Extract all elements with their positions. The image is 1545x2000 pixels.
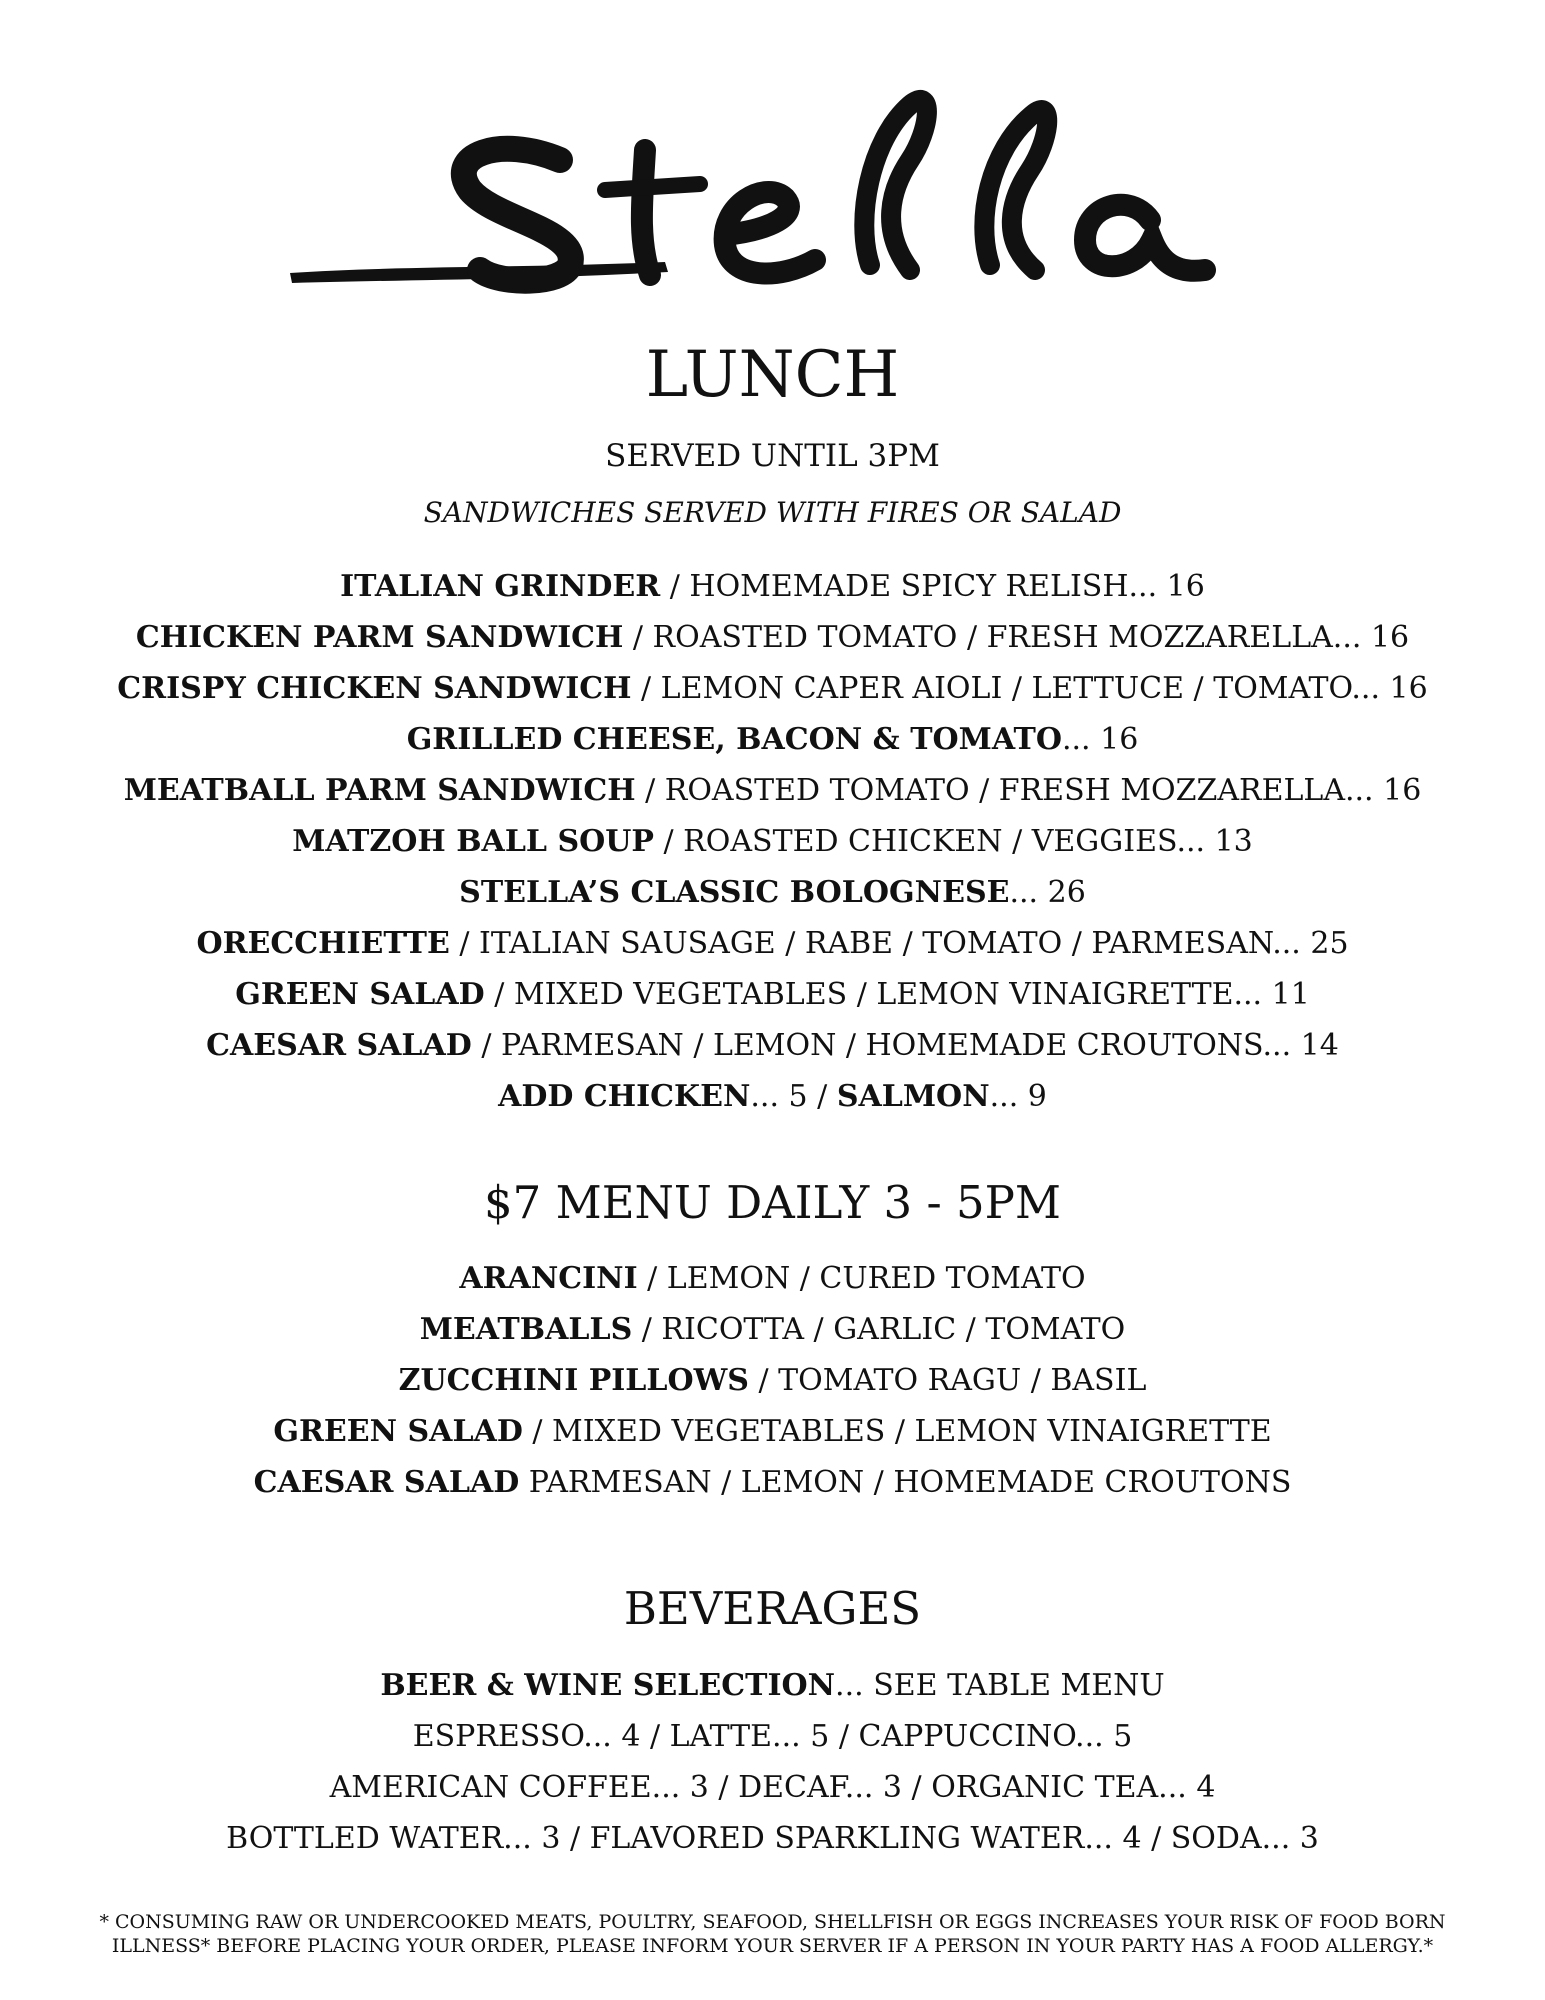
- disclaimer-line: * CONSUMING RAW OR UNDERCOOKED MEATS, POULTRY, SEAFOOD, SHELLFISH OR EGGS INCREASES YOUR RISK OF FOOD BORN: [99, 1911, 1446, 1933]
- served-until: SERVED UNTIL 3PM: [605, 438, 940, 474]
- menu-item: [0, 765, 1545, 816]
- lunch-title: LUNCH: [645, 338, 900, 412]
- add-chicken-price: ... 5 /: [750, 1079, 837, 1114]
- item-name: GRILLED CHEESE, BACON & TOMATO: [406, 722, 1062, 757]
- item-desc: / MIXED VEGETABLES / LEMON VINAIGRETTE: [522, 1414, 1272, 1449]
- sandwich-note: SANDWICHES SERVED WITH FIRES OR SALAD: [423, 496, 1122, 529]
- item-name: BEER & WINE SELECTION: [380, 1668, 836, 1703]
- item-name: CAESAR SALAD: [206, 1028, 472, 1063]
- item-name: MEATBALL PARM SANDWICH: [123, 773, 636, 808]
- beverage-line: AMERICAN COFFEE... 3 / DECAF... 3 / ORGANIC TEA... 4: [329, 1770, 1216, 1805]
- menu-item: [0, 1406, 1545, 1457]
- beverage-line: BOTTLED WATER... 3 / FLAVORED SPARKLING WATER... 4 / SODA... 3: [226, 1821, 1319, 1856]
- item-desc: ... SEE TABLE MENU: [835, 1668, 1165, 1703]
- item-desc: / ROASTED TOMATO / FRESH MOZZARELLA... 16: [623, 620, 1410, 655]
- beverages-list: [0, 1660, 1545, 1864]
- item-name: ITALIAN GRINDER: [340, 569, 661, 604]
- stella-logo: [270, 80, 1270, 300]
- menu-item: [0, 918, 1545, 969]
- menu-item: [0, 816, 1545, 867]
- menu-item: [0, 1253, 1545, 1304]
- beverage-item: [0, 1660, 1545, 1711]
- menu-item: [0, 714, 1545, 765]
- item-desc: / MIXED VEGETABLES / LEMON VINAIGRETTE... 11: [484, 977, 1310, 1012]
- item-name: GREEN SALAD: [273, 1414, 523, 1449]
- item-desc: / HOMEMADE SPICY RELISH... 16: [660, 569, 1205, 604]
- item-desc: ... 16: [1061, 722, 1139, 757]
- item-name: ORECCHIETTE: [196, 926, 450, 961]
- item-desc: PARMESAN / LEMON / HOMEMADE CROUTONS: [519, 1465, 1292, 1500]
- item-desc: / TOMATO RAGU / BASIL: [748, 1363, 1147, 1398]
- item-desc: / ROASTED CHICKEN / VEGGIES... 13: [653, 824, 1253, 859]
- menu-item: [0, 561, 1545, 612]
- item-desc: / LEMON / CURED TOMATO: [637, 1261, 1086, 1296]
- menu-item: [0, 1457, 1545, 1508]
- menu-item: [0, 1304, 1545, 1355]
- disclaimer-line: ILLNESS* BEFORE PLACING YOUR ORDER, PLEASE INFORM YOUR SERVER IF A PERSON IN YOUR PARTY HAS A FOOD ALLERGY.*: [111, 1935, 1434, 1957]
- item-desc: / PARMESAN / LEMON / HOMEMADE CROUTONS... 14: [471, 1028, 1339, 1063]
- item-name: ZUCCHINI PILLOWS: [398, 1363, 749, 1398]
- item-name: MATZOH BALL SOUP: [292, 824, 654, 859]
- item-name: ARANCINI: [459, 1261, 638, 1296]
- item-name: MEATBALLS: [419, 1312, 633, 1347]
- menu-item: [0, 969, 1545, 1020]
- menu-item: [0, 1020, 1545, 1071]
- item-name: CHICKEN PARM SANDWICH: [135, 620, 624, 655]
- item-desc: / RICOTTA / GARLIC / TOMATO: [632, 1312, 1126, 1347]
- add-on-item: [0, 1071, 1545, 1122]
- add-salmon-price: ... 9: [989, 1079, 1047, 1114]
- beverage-line: ESPRESSO... 4 / LATTE... 5 / CAPPUCCINO... 5: [412, 1719, 1133, 1754]
- seven-menu-list: [0, 1253, 1545, 1508]
- menu-item: [0, 1355, 1545, 1406]
- item-name: CAESAR SALAD: [253, 1465, 520, 1500]
- add-chicken: ADD CHICKEN: [498, 1079, 751, 1114]
- menu-item: [0, 867, 1545, 918]
- menu-item: [0, 612, 1545, 663]
- item-name: GREEN SALAD: [235, 977, 485, 1012]
- seven-menu-title: $7 MENU DAILY 3 - 5PM: [484, 1176, 1061, 1229]
- item-desc: / ITALIAN SAUSAGE / RABE / TOMATO / PARMESAN... 25: [449, 926, 1349, 961]
- item-name: STELLA’S CLASSIC BOLOGNESE: [459, 875, 1010, 910]
- item-desc: ... 26: [1009, 875, 1086, 910]
- add-salmon: SALMON: [836, 1079, 990, 1114]
- beverages-title: BEVERAGES: [623, 1582, 922, 1635]
- item-desc: / LEMON CAPER AIOLI / LETTUCE / TOMATO... 16: [631, 671, 1428, 706]
- item-desc: / ROASTED TOMATO / FRESH MOZZARELLA... 16: [635, 773, 1422, 808]
- allergy-disclaimer: [0, 1910, 1545, 1958]
- menu-item: [0, 663, 1545, 714]
- item-name: CRISPY CHICKEN SANDWICH: [117, 671, 632, 706]
- lunch-menu-list: [0, 561, 1545, 1122]
